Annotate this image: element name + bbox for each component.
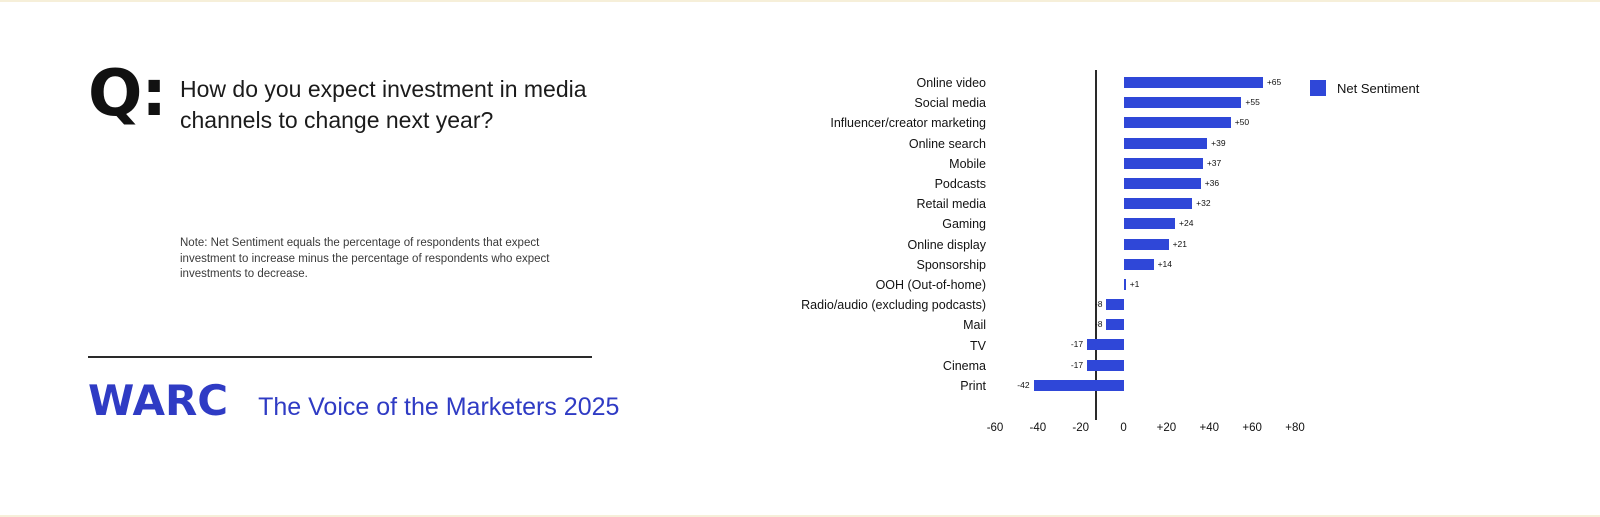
bar-track xyxy=(995,376,1310,396)
bar-value-label: -42 xyxy=(1017,379,1030,390)
bar[interactable] xyxy=(1124,239,1169,250)
bar-category-label: Mail xyxy=(963,318,986,333)
bar-value-label: -8 xyxy=(1094,319,1103,330)
x-axis xyxy=(986,422,1305,446)
bar[interactable] xyxy=(1106,319,1123,330)
bar-track xyxy=(995,93,1310,113)
x-axis-tick-label: -60 xyxy=(986,422,1004,434)
bar-value-label: +32 xyxy=(1196,198,1211,209)
bar-category-label: Online search xyxy=(908,136,986,151)
bar[interactable] xyxy=(1087,360,1123,371)
bar-row xyxy=(790,235,1310,255)
bar-row xyxy=(790,214,1310,234)
bar[interactable] xyxy=(1124,259,1154,270)
bar-category-label: TV xyxy=(970,338,986,353)
bar-track xyxy=(995,356,1310,376)
bar-row xyxy=(790,113,1310,133)
chart-note: Note: Net Sentiment equals the percentage of respondents that expect investment to increase minus the percentage of respondents who expect investments to decrease. xyxy=(180,237,550,281)
bar-row xyxy=(790,295,1310,315)
x-axis-tick-label: +20 xyxy=(1156,422,1177,434)
bar-value-label: -17 xyxy=(1070,339,1084,350)
bar-category-label: Online display xyxy=(907,237,986,252)
bar-track xyxy=(995,235,1310,255)
x-axis-tick-label: -40 xyxy=(1029,422,1047,434)
bar-track xyxy=(995,275,1310,295)
bar-track xyxy=(995,295,1310,315)
question-row xyxy=(88,57,648,136)
x-axis-tick-label: +40 xyxy=(1199,422,1220,434)
bar-track xyxy=(995,174,1310,194)
question-panel xyxy=(88,57,648,425)
bar[interactable] xyxy=(1124,138,1208,149)
bar-category-label: Retail media xyxy=(916,197,986,212)
bar[interactable] xyxy=(1124,97,1242,108)
bar[interactable] xyxy=(1087,339,1123,350)
bar-row xyxy=(790,335,1310,355)
bar-category-label: OOH (Out-of-home) xyxy=(875,277,986,292)
bar-value-label: +21 xyxy=(1172,238,1187,249)
bar[interactable] xyxy=(1106,299,1123,310)
bar-row xyxy=(790,194,1310,214)
bar-row xyxy=(790,356,1310,376)
bar[interactable] xyxy=(1124,279,1126,290)
chart-rows xyxy=(790,73,1310,396)
bar-category-label: Online video xyxy=(916,76,986,91)
bar-track xyxy=(995,134,1310,154)
footer-tagline: The Voice of the Marketers 2025 xyxy=(258,393,620,421)
bar-value-label: +37 xyxy=(1206,157,1222,168)
bar-track xyxy=(995,154,1310,174)
bar-row xyxy=(790,174,1310,194)
legend-label-net-sentiment: Net Sentiment xyxy=(1337,80,1420,96)
bar-category-label: Radio/audio (excluding podcasts) xyxy=(801,298,986,313)
footer-divider xyxy=(88,356,592,358)
bar-value-label: +39 xyxy=(1211,137,1226,148)
bar-value-label: -8 xyxy=(1094,299,1103,310)
bar[interactable] xyxy=(1124,77,1263,88)
bar-category-label: Influencer/creator marketing xyxy=(830,116,986,131)
bar-track xyxy=(995,315,1310,335)
bar-category-label: Sponsorship xyxy=(916,257,986,272)
bar-value-label: +36 xyxy=(1204,177,1220,188)
bar-track xyxy=(995,113,1310,133)
bar-row xyxy=(790,255,1310,275)
bar[interactable] xyxy=(1124,198,1193,209)
bar-chart xyxy=(790,62,1490,462)
bar-value-label: +65 xyxy=(1266,77,1282,87)
bar-row xyxy=(790,93,1310,113)
bar-value-label: -17 xyxy=(1070,359,1084,370)
bar-row xyxy=(790,73,1310,93)
bar-category-label: Podcasts xyxy=(934,177,986,192)
bar-track xyxy=(995,73,1310,93)
bar-value-label: +50 xyxy=(1234,117,1250,128)
bar[interactable] xyxy=(1124,218,1175,229)
bar-track xyxy=(995,255,1310,275)
bar-track xyxy=(995,335,1310,355)
footer xyxy=(88,376,619,425)
bar-row xyxy=(790,275,1310,295)
bar[interactable] xyxy=(1124,117,1231,128)
chart-legend xyxy=(1310,80,1419,96)
bar-value-label: +55 xyxy=(1245,97,1260,108)
warc-logo: WARC xyxy=(88,376,229,425)
bar-row xyxy=(790,134,1310,154)
bar-category-label: Cinema xyxy=(942,358,986,373)
bar-value-label: +24 xyxy=(1179,218,1194,229)
bar[interactable] xyxy=(1124,178,1201,189)
bar[interactable] xyxy=(1124,158,1203,169)
x-axis-tick-label: +80 xyxy=(1285,422,1305,434)
bar-category-label: Gaming xyxy=(942,217,986,232)
bar-row xyxy=(790,376,1310,396)
bar-row xyxy=(790,315,1310,335)
bar-category-label: Print xyxy=(960,378,986,393)
x-axis-tick-label: +60 xyxy=(1242,422,1262,434)
x-axis-tick-label: -20 xyxy=(1072,422,1090,434)
bar-category-label: Mobile xyxy=(949,156,986,171)
bar-track xyxy=(995,214,1310,234)
question-marker: Q: xyxy=(88,57,166,131)
x-axis-tick-label: 0 xyxy=(1120,422,1127,434)
question-text: How do you expect investment in media channels to change next year? xyxy=(180,76,587,134)
bar-track xyxy=(995,194,1310,214)
legend-swatch-net-sentiment xyxy=(1310,80,1326,96)
bar[interactable] xyxy=(1034,380,1124,391)
bar-category-label: Social media xyxy=(914,96,986,111)
bar-row xyxy=(790,154,1310,174)
bar-value-label: +1 xyxy=(1129,278,1140,289)
bar-value-label: +14 xyxy=(1157,258,1172,269)
